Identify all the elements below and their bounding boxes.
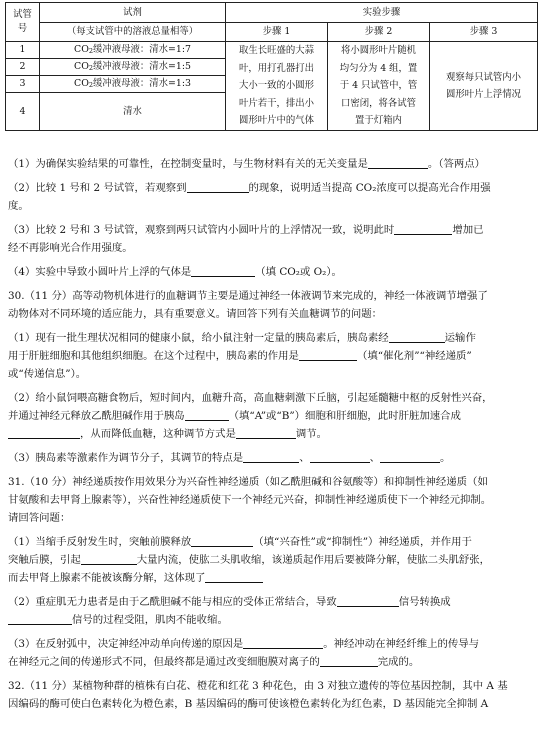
problem-30-q1-c: 用于肝脏细胞和其他组织细胞。在这个过程中，胰岛素的作用是 <box>8 350 299 362</box>
answer-blank <box>81 553 137 565</box>
header-reagent: 试剂 <box>40 3 226 23</box>
answer-blank <box>394 223 452 235</box>
step3-line: 观察每只试管内小 <box>445 71 521 83</box>
problem-31-intro-2: 甘氨酸和去甲肾上腺素等），兴奋性神经递质使下一个神经元兴奋，抑制性神经递质使下一个神经元抑制。 <box>8 494 492 506</box>
problem-31-q1-d: 大量内流，使肱二头肌收缩，该递质起作用后要被降分解，使肱二头肌舒张， <box>136 554 491 566</box>
problem-30-q1-cont <box>8 348 536 364</box>
tube-number-1: 1 <box>6 42 40 59</box>
step1-line: 叶片若干，排出小 <box>238 97 314 109</box>
problem-30-q1-d: （填“催化剂”“神经递质” <box>356 350 472 362</box>
problem-31-q1-a: （1）当缩手反射发生时，突触前膜释放 <box>8 536 192 548</box>
question-4-text-b: （填 CO₂或 O₂）。 <box>255 266 342 278</box>
answer-blank <box>243 637 323 649</box>
answer-blank <box>310 451 370 463</box>
answer-blank <box>337 595 399 607</box>
step1-cell <box>226 42 328 131</box>
question-2 <box>8 180 536 196</box>
question-3 <box>8 222 536 238</box>
experiment-table <box>5 2 538 131</box>
answer-blank <box>185 409 229 421</box>
problem-30-q2: （2）给小鼠饲喂高糖食物后，短时间内，血糖升高，高血糖刺激下丘脑，引起延髓糖中枢的反射性兴奋， <box>8 392 493 404</box>
step2-line: 置于灯箱内 <box>355 115 402 127</box>
reagent-1-sub: 2 <box>88 46 94 55</box>
header-step1: 步骤 1 <box>226 23 328 42</box>
answer-blank <box>8 613 72 625</box>
reagent-3-sub: 2 <box>88 80 94 89</box>
reagent-1-post: 缓冲液母液：清水=1:7 <box>93 43 191 55</box>
separator: 、 <box>299 452 310 464</box>
answer-blank <box>205 571 263 583</box>
problem-31-intro-3: 请回答问题： <box>8 512 71 524</box>
problem-32-line-1: 32.（11 分）某植物种群的植株有白花、橙花和红花 3 种花色，由 3 对独立遗传的等位基因控制，其中 A 基 <box>8 680 508 692</box>
answer-blank <box>191 535 253 547</box>
problem-30-q3-a: （3）胰岛素等激素作为调节分子，其调节的特点是 <box>8 452 244 464</box>
step1-line: 大小一致的小圆形 <box>238 80 314 92</box>
header-step3: 步骤 3 <box>430 23 538 42</box>
step2-line: 口密闭，将各试管 <box>340 97 416 109</box>
reagent-3-post: 缓冲液母液：清水=1:3 <box>93 77 191 89</box>
problem-30-q1-b: 运输作 <box>444 332 476 344</box>
question-4-text-a: （4）实验中导致小圆叶片上浮的气体是 <box>8 266 192 278</box>
step2-line: 将小圆形叶片随机 <box>340 45 416 57</box>
question-3-cont: 经不再影响光合作用强度。 <box>8 242 133 254</box>
tube-number-4: 4 <box>6 93 40 131</box>
header-tube-number-line2: 号 <box>17 23 28 34</box>
answer-blank <box>236 427 296 439</box>
question-1-end: 。（答两点） <box>427 158 486 170</box>
reagent-3-pre: CO <box>74 77 89 89</box>
problem-31-q2-cont <box>8 612 536 628</box>
problem-30-intro-2: 动物体对不同环境的适应能力，具有重要意义。请回答下列有关血糖调节的问题： <box>8 308 383 320</box>
step2-line: 均匀分为 4 组，置 <box>339 62 418 74</box>
reagent-3 <box>40 76 226 93</box>
answer-blank <box>187 181 249 193</box>
problem-31-q2 <box>8 594 536 610</box>
question-1-text: （1）为确保实验结果的可靠性，在控制变量时，与生物材料有关的无关变量是 <box>8 158 368 170</box>
answer-blank <box>380 451 440 463</box>
tube-number-2: 2 <box>6 59 40 76</box>
problem-30-q1-end: 或“传递信息”）。 <box>8 368 87 380</box>
reagent-2 <box>40 59 226 76</box>
problem-31-q3 <box>8 636 536 652</box>
problem-31-q3-b: 。神经冲动在神经纤维上的传导与 <box>323 638 480 650</box>
answer-blank <box>368 157 428 169</box>
question-2-text-b: 的现象，说明适当提高 CO₂浓度可以提高光合作用强 <box>248 182 491 194</box>
problem-30-q2-cont2 <box>8 426 536 442</box>
problem-31-q1-b: （填“兴奋性”或“抑制性”）神经递质，并作用于 <box>253 536 472 548</box>
problem-31-q2-c: 信号的过程受阻，肌肉不能收缩。 <box>72 614 228 626</box>
problem-31-q1-cont <box>8 552 536 568</box>
separator: 。 <box>439 452 451 464</box>
reagent-2-post: 缓冲液母液：清水=1:5 <box>93 60 191 72</box>
problem-30-q2-c: （填“A”或“B”）细胞和肝细胞，此时肝脏加速合成 <box>228 410 461 422</box>
header-reagent-note: （每支试管中的溶液总量相等） <box>40 23 226 42</box>
problem-31-q1-c: 突触后膜，引起 <box>8 554 81 566</box>
problem-31-q1-cont2 <box>8 570 536 586</box>
question-2-text-a: （2）比较 1 号和 2 号试管，若观察到 <box>8 182 187 194</box>
header-step2: 步骤 2 <box>328 23 430 42</box>
problem-30-q2-cont <box>8 408 536 424</box>
problem-31-q3-c: 在神经元之间的传递形式不同，但最终都是通过改变细胞膜对离子的 <box>8 656 320 668</box>
step2-cell <box>328 42 430 131</box>
header-steps: 实验步骤 <box>226 3 538 23</box>
reagent-2-sub: 2 <box>88 63 94 72</box>
problem-30-q3 <box>8 450 536 466</box>
header-tube-number-line1: 试管 <box>13 9 32 20</box>
step1-line: 圆形叶片中的气体 <box>238 115 314 127</box>
problem-30-q2-d: ，从而降低血糖，这种调节方式是 <box>80 428 236 440</box>
problem-32-line-2: 因编码的酶可使白色素转化为橙色素，B 基因编码的酶可使该橙色素转化为红色素，D 基因能完全抑制 A <box>8 698 489 710</box>
answer-blank <box>243 451 299 463</box>
answer-blank <box>320 655 378 667</box>
problem-31-q1-e: 而去甲肾上腺素不能被该酶分解，这体现了 <box>8 572 206 584</box>
reagent-1 <box>40 42 226 59</box>
answer-blank <box>389 331 445 343</box>
problem-31-intro-1: 31.（10 分）神经递质按作用效果分为兴奋性神经递质（如乙酰胆碱和谷氨酸等）和抑制性神经递质（如 <box>8 476 488 488</box>
problem-30-q1 <box>8 330 536 346</box>
separator: 、 <box>369 452 380 464</box>
step3-line: 圆形叶片上浮情况 <box>445 89 521 100</box>
problem-30-q2-b: 并通过神经元释放乙酰胆碱作用于胰岛 <box>8 410 185 422</box>
question-3-text-b: 增加已 <box>452 224 484 236</box>
step2-line: 于 4 只试管中，管 <box>339 80 418 92</box>
question-1 <box>8 156 536 172</box>
problem-31-q3-a: （3）在反射弧中，决定神经冲动单向传递的原因是 <box>8 638 244 650</box>
answer-blank <box>8 427 80 439</box>
problem-31-q1 <box>8 534 536 550</box>
step1-line: 取生长旺盛的大蒜 <box>238 45 314 57</box>
header-tube-number <box>6 3 40 42</box>
question-3-text-a: （3）比较 2 号和 3 号试管，观察到两只试管内小圆叶片的上浮情况一致，说明此时 <box>8 224 395 236</box>
tube-number-3: 3 <box>6 76 40 93</box>
answer-blank <box>191 265 255 277</box>
answer-blank <box>299 349 357 361</box>
reagent-4: 清水 <box>40 93 226 131</box>
problem-30-intro-1: 30.（11 分）高等动物机体进行的血糖调节主要是通过神经一体液调节来完成的，神经一体液调节增强了 <box>8 290 488 302</box>
reagent-1-pre: CO <box>74 43 89 55</box>
problem-31-q3-cont <box>8 654 536 670</box>
problem-31-q3-d: 完成的。 <box>377 656 420 668</box>
problem-31-q2-a: （2）重症肌无力患者是由于乙酰胆碱不能与相应的受体正常结合，导致 <box>8 596 337 608</box>
step3-cell <box>430 42 538 131</box>
question-4 <box>8 264 536 280</box>
problem-31-q2-b: 信号转换成 <box>398 596 451 608</box>
problem-30-q2-e: 调节。 <box>295 428 328 440</box>
problem-30-q1-a: （1）现有一批生理状况相同的健康小鼠，给小鼠注射一定量的胰岛素后，胰岛素经 <box>8 332 389 344</box>
step1-line: 叶，用打孔器打出 <box>238 62 314 74</box>
reagent-2-pre: CO <box>74 60 89 72</box>
question-2-cont: 度。 <box>8 200 29 212</box>
